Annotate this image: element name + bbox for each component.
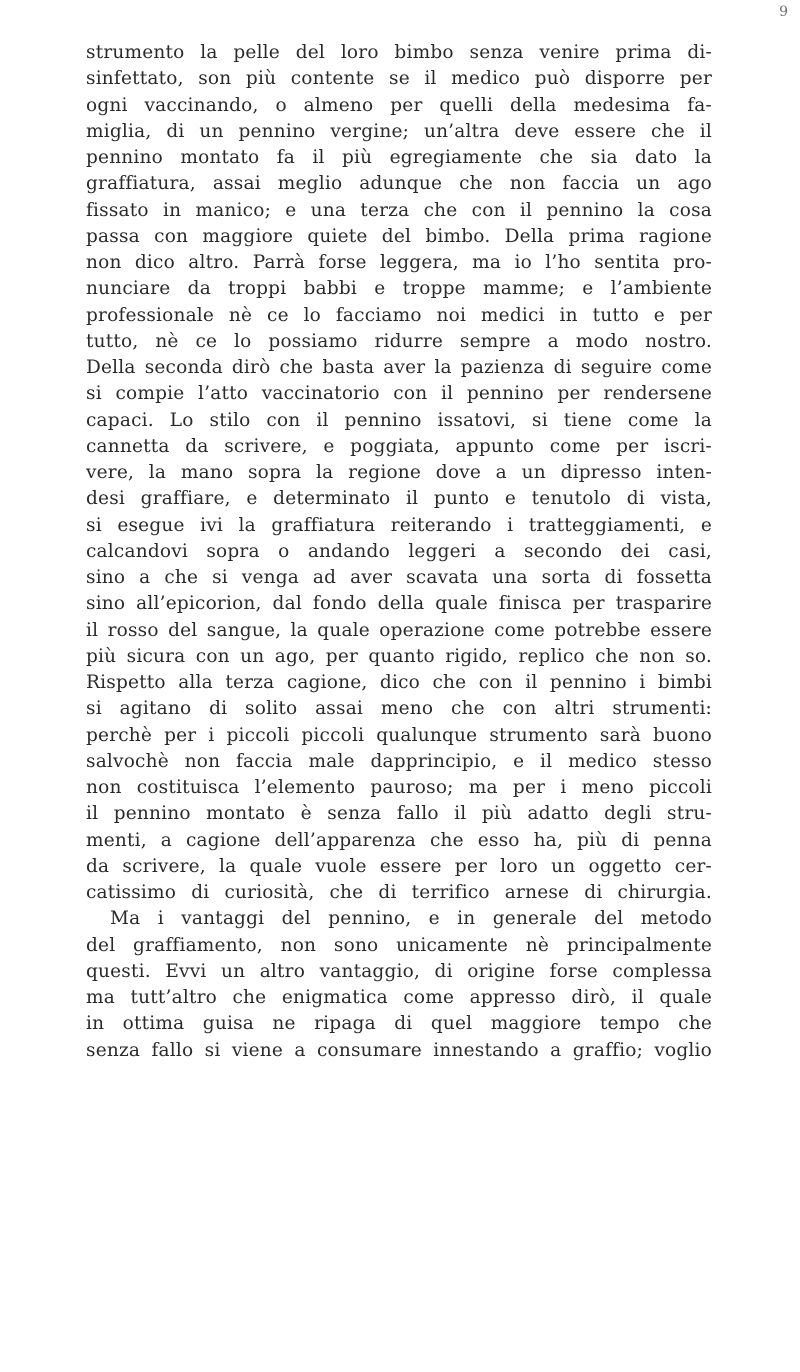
text-line: non dico altro. Parrà forse leggera, ma io l’ho sentita pro- [86, 252, 712, 273]
text-line: si esegue ivi la graffiatura reiterando i tratteggiamenti, e [86, 514, 712, 536]
text-line: questi. Evvi un altro vantaggio, di origine forse complessa [86, 960, 712, 982]
text-line: sino all’epicorion, dal fondo della quale finisca per trasparire [86, 593, 712, 615]
text-line: si agitano di solito assai meno che con altri strumenti: [86, 698, 712, 720]
text-line: si compie l’atto vaccinatorio con il pennino per rendersene [86, 383, 712, 405]
body-text [86, 40, 712, 1064]
text-line: Ma i vantaggi del pennino, e in generale del metodo [110, 908, 712, 930]
text-line: nunciare da troppi babbi e troppe mamme; e l’ambiente [86, 278, 712, 300]
text-line: salvochè non faccia male dapprincipio, e il medico stesso [86, 750, 712, 772]
text-line: miglia, di un pennino vergine; un’altra deve essere che il [86, 120, 712, 142]
text-line: ma tutt’altro che enigmatica come appresso dirò, il quale [86, 987, 712, 1008]
text-line: il rosso del sangue, la quale operazione come potrebbe essere [86, 619, 712, 641]
text-line: più sicura con un ago, per quanto rigido, replico che non so. [86, 645, 712, 667]
text-line: sinfettato, son più contente se il medico può disporre per [86, 68, 712, 90]
text-line: senza fallo si viene a consumare innestando a graffio; voglio [86, 1039, 712, 1061]
paragraph [86, 40, 712, 906]
text-line: menti, a cagione dell’apparenza che esso ha, più di penna [86, 829, 712, 851]
text-line: strumento la pelle del loro bimbo senza venire prima di- [86, 42, 712, 63]
paragraph [86, 906, 712, 1064]
text-line: vere, la mano sopra la regione dove a un dipresso inten- [86, 462, 712, 483]
text-line: tutto, nè ce lo possiamo ridurre sempre a modo nostro. [86, 330, 712, 352]
text-line: passa con maggiore quiete del bimbo. Della prima ragione [86, 225, 712, 247]
text-line: catissimo di curiosità, che di terrifico arnese di chirurgia. [86, 882, 712, 903]
text-line: desi graffiare, e determinato il punto e tenutolo di vista, [86, 488, 712, 510]
text-line: Rispetto alla terza cagione, dico che con il pennino i bimbi [86, 672, 712, 693]
text-line: pennino montato fa il più egregiamente che sia dato la [86, 147, 712, 168]
page-number: 9 [779, 4, 788, 20]
text-line: fissato in manico; e una terza che con il pennino la cosa [86, 199, 712, 221]
text-line: capaci. Lo stilo con il pennino issatovi, si tiene come la [86, 409, 712, 431]
text-line: graffiatura, assai meglio adunque che non faccia un ago [86, 173, 712, 195]
text-line: il pennino montato è senza fallo il più adatto degli stru- [86, 803, 712, 825]
text-line: in ottima guisa ne ripaga di quel maggiore tempo che [86, 1013, 712, 1035]
text-line: Della seconda dirò che basta aver la pazienza di seguire come [86, 357, 712, 378]
text-line: del graffiamento, non sono unicamente nè principalmente [86, 934, 712, 956]
text-line: professionale nè ce lo facciamo noi medici in tutto e per [86, 304, 712, 326]
text-line: perchè per i piccoli piccoli qualunque strumento sarà buono [86, 724, 712, 746]
text-line: non costituisca l’elemento pauroso; ma per i meno piccoli [86, 777, 712, 798]
text-line: sino a che si venga ad aver scavata una sorta di fossetta [86, 567, 712, 588]
text-line: da scrivere, la quale vuole essere per loro un oggetto cer- [86, 855, 712, 877]
text-line: ogni vaccinando, o almeno per quelli della medesima fa- [86, 94, 712, 116]
text-line: cannetta da scrivere, e poggiata, appunto come per iscri- [86, 435, 712, 457]
text-line: calcandovi sopra o andando leggeri a secondo dei casi, [86, 540, 712, 562]
